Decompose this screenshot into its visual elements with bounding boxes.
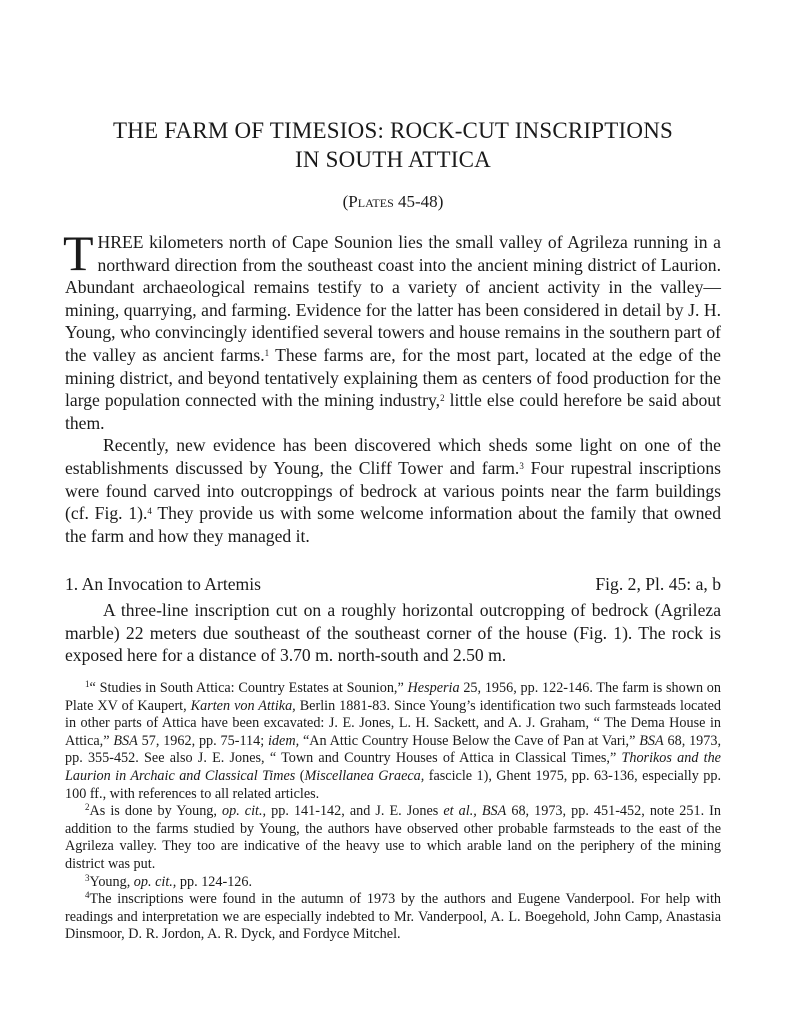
section-1-paragraph: A three-line inscription cut on a roughly horizontal outcropping of bedrock (Agrileza marble) 22 meters due southeast of the southeast corner of the house (Fig. 1). The rock is exposed here for a distance of 3.70 m. north-south and 2.50 m. xyxy=(65,600,721,666)
fn1-g-italic: Miscellanea Graeca, xyxy=(304,767,425,784)
fn1-a-italic: Hesperia xyxy=(407,680,460,696)
fn1-c: Berlin 1881-83. Since Young’s identification two such farmsteads located in other parts of Attica have been excavated: J. E. Jones, L. H. Sackett, and A. J. Graham, “ The Dema House in Attica,” xyxy=(65,697,721,749)
footnote-2-number: 2 xyxy=(85,802,90,813)
fn1-f: 68, 1973, pp. 355-452. See also J. E. Jones, “ Town and Country Houses of Attica in Classical Times,” xyxy=(65,732,722,767)
fn2-c: 68, 1973, pp. 451-452, note 251. In addition to the farms studied by Young, the authors have observed other probable farmsteads to the east of the Agrileza valley. They too are indicative of the heavy use to which arable land on the periphery of the mining district was put. xyxy=(65,803,722,872)
intro-p1-text-b: These farms are, for the most part, located at the edge of the mining district, and beyond tentatively explaining them as centers of food production for the large population connected with the mining industry, xyxy=(65,344,721,411)
intro-p2-text-b: Four rupestral inscriptions were found carved into outcroppings of bedrock at various points near the farm buildings (cf. Fig. 1). xyxy=(65,457,721,524)
fn2-b: pp. 141-142, and J. E. Jones xyxy=(266,803,444,820)
fn1-h: fascicle 1), Ghent 1975, pp. 63-136, especially pp. 100 ff., with references to all related articles. xyxy=(65,767,722,802)
plates-open-paren: ( xyxy=(342,192,349,211)
section-number: 1. xyxy=(65,574,79,594)
fn1-e-italic: BSA xyxy=(639,732,664,749)
fn1-g: ( xyxy=(295,767,305,784)
fn3-b: pp. 124-126. xyxy=(176,873,253,890)
intro-paragraph-2 xyxy=(65,434,721,547)
plates-reference xyxy=(65,192,721,212)
plates-label: Plates xyxy=(348,192,394,211)
fn1-b-italic: Karten von Attika, xyxy=(190,697,296,714)
article-title xyxy=(65,116,721,174)
intro-p2-text-c: They provide us with some welcome information about the family that owned the farm and how they managed it. xyxy=(65,503,721,546)
section-1-text xyxy=(65,599,721,667)
fn1-e: “An Attic Country House Below the Cave of Pan at Vari,” xyxy=(299,732,640,749)
section-1-heading xyxy=(65,573,721,595)
fn1-f-italic: Thorikos and the Laurion in Archaic and Classical Times xyxy=(65,750,721,784)
intro-p2-text-a: Recently, new evidence has been discovered which sheds some light on one of the establishments discussed by Young, the Cliff Tower and farm. xyxy=(65,435,721,478)
fn1-b: 25, 1956, pp. 122-146. The farm is shown on Plate XV of Kaupert, xyxy=(65,680,721,714)
intro-paragraph-1 xyxy=(63,225,721,434)
footnote-1-number: 1 xyxy=(85,679,90,689)
fn1-c-italic: BSA xyxy=(113,732,138,749)
footnote-3 xyxy=(65,874,721,892)
footnote-1 xyxy=(65,680,721,803)
footnote-ref-3[interactable]: 3 xyxy=(519,460,524,471)
footnote-4 xyxy=(65,891,721,944)
fn2-a: As is done by Young, xyxy=(89,803,223,820)
footnotes xyxy=(65,680,721,944)
title-line-1: THE FARM OF TIMESIOS: ROCK-CUT INSCRIPTIONS xyxy=(112,118,674,143)
drop-cap: T xyxy=(63,225,94,281)
footnote-ref-1[interactable]: 1 xyxy=(264,347,270,358)
title-line-2: IN SOUTH ATTICA xyxy=(295,147,491,172)
fn1-a: “ Studies in South Attica: Country Estates at Sounion,” xyxy=(89,680,408,696)
footnote-3-number: 3 xyxy=(85,872,90,883)
section-title: An Invocation to Artemis xyxy=(81,574,261,594)
fn2-a-italic: op. cit., xyxy=(222,803,267,820)
fn1-d-italic: idem, xyxy=(267,732,300,749)
fn2-b-italic: et al., BSA xyxy=(443,803,507,820)
footnote-ref-4[interactable]: 4 xyxy=(147,506,152,517)
fn3-a-italic: op. cit., xyxy=(133,873,177,890)
fn1-d: 57, 1962, pp. 75-114; xyxy=(137,732,268,749)
plates-range: 45-48 xyxy=(398,192,438,211)
section-figure-ref: Fig. 2, Pl. 45: a, b xyxy=(595,574,721,594)
footnote-ref-2[interactable]: 2 xyxy=(440,393,445,404)
footnote-2 xyxy=(65,803,721,873)
plates-close-paren: ) xyxy=(437,192,444,211)
footnote-4-number: 4 xyxy=(85,890,90,901)
intro-p1-text-c: little else could herefore be said about them. xyxy=(65,390,721,433)
fn4-a: The inscriptions were found in the autumn of 1973 by the authors and Eugene Vanderpool. For help with readings and interpretation we are especially indebted to Mr. Vanderpool, A. L. Boegehold, John Camp, Anastasia Dinsmoor, D. R. Jordon, A. R. Dyck, and Fordyce Mitchel. xyxy=(65,891,721,943)
fn3-a: Young, xyxy=(89,873,134,890)
intro-p1-text-a: HREE kilometers north of Cape Sounion lies the small valley of Agrileza running in a northward direction from the southeast coast into the ancient mining district of Laurion. Abundant archaeological remains testify to a variety of ancient activity in the valley—mining, quarrying, and farming. Evidence for the latter has been considered in detail by J. H. Young, who convincingly identified several towers and house remains in the southern part of the valley as ancient farms. xyxy=(65,232,721,365)
intro-text xyxy=(63,225,721,547)
